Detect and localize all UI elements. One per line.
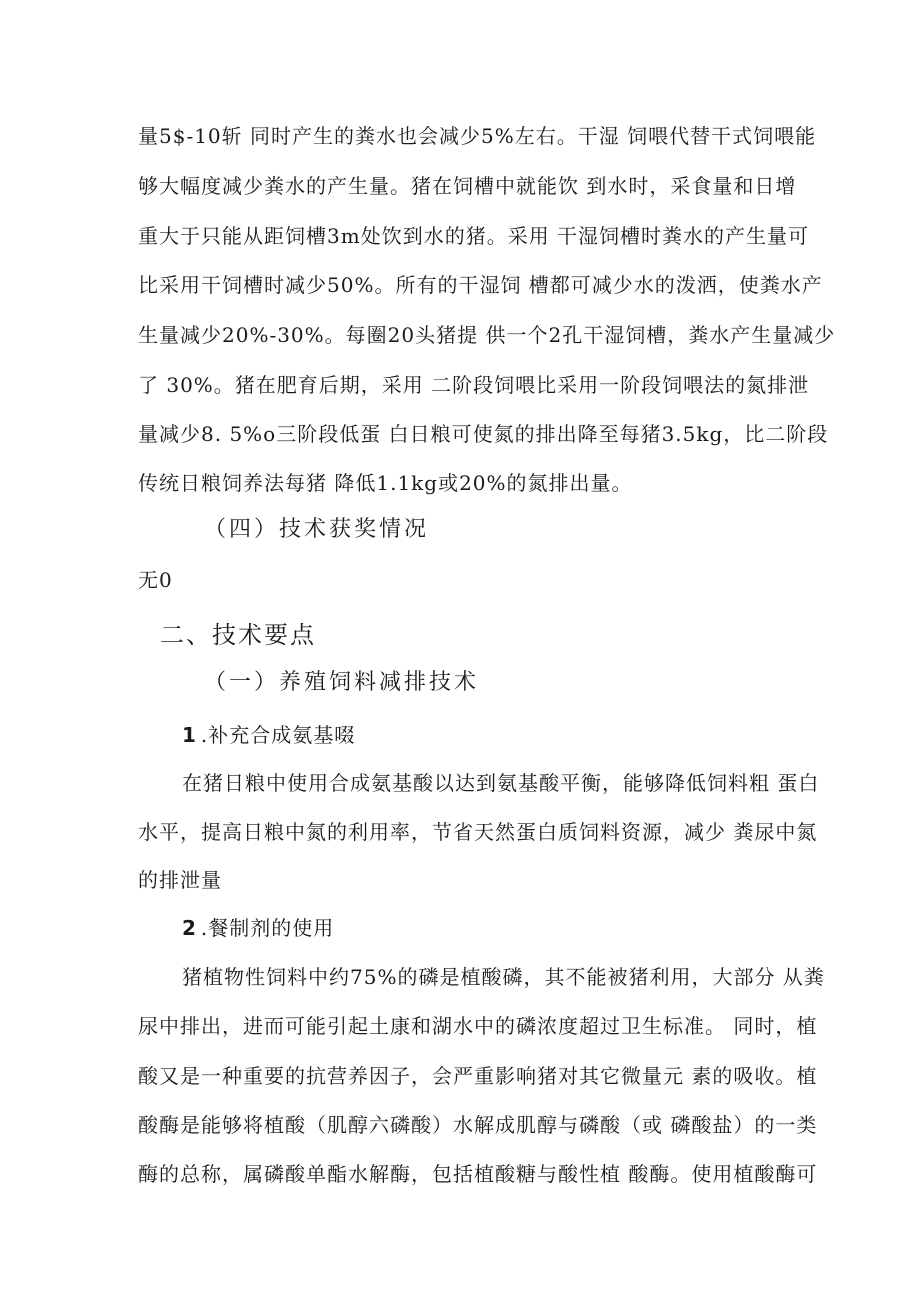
paragraph-line: 传统日粮饲养法每猪 降低1.1kg或20%的氮排出量。 — [138, 471, 633, 495]
item-2-heading — [182, 914, 334, 942]
paragraph-line: 比采用干饲槽时减少50%。所有的干湿饲 槽都可减少水的泼洒，使粪水产 — [138, 273, 823, 297]
item-2-line: 酸酶是能够将植酸（肌醇六磷酸）水解成肌醇与磷酸（或 磷酸盐）的一类 — [138, 1113, 818, 1137]
item-2-line: 酸又是一种重要的抗营养因子，会严重影响猪对其它微量元 素的吸收。植 — [138, 1064, 818, 1088]
item-2-number: 2 — [182, 916, 197, 940]
item-1-heading — [182, 721, 355, 749]
paragraph-line: 够大幅度减少粪水的产生量。猪在饲槽中就能饮 到水时，采食量和日增 — [138, 174, 797, 198]
item-2-line: 猪植物性饲料中约75%的磷是植酸磷，其不能被猪利用，大部分 从粪 — [182, 965, 825, 989]
item-1-line: 水平，提高日粮中氮的利用率，节省天然蛋白质饲料资源，减少 粪尿中氮 — [138, 820, 818, 844]
item-1-number: 1 — [182, 723, 197, 747]
paragraph-line: 了 30%。猪在肥育后期，采用 二阶段饲喂比采用一阶段饲喂法的氮排泄 — [138, 373, 810, 397]
paragraph-line: 生量减少20%-30%。每圈20头猪提 供一个2孔干湿饲槽，粪水产生量减少 — [138, 323, 836, 347]
paragraph-line: 重大于只能从距饲槽3m处饮到水的猪。采用 干湿饲槽时粪水的产生量可 — [138, 224, 810, 248]
item-1-title: .补充合成氨基啜 — [200, 723, 356, 747]
paragraph-line: 量减少8. 5%o三阶段低蛋 白日粮可使氮的排出降至每猪3.5kg，比二阶段 — [138, 422, 829, 446]
item-2-line: 酶的总称，属磷酸单酯水解酶，包括植酸糖与酸性植 酸酶。使用植酸酶可 — [138, 1162, 818, 1186]
section-two-heading: 二、技术要点 — [160, 621, 316, 649]
item-2-title: .餐制剂的使用 — [200, 916, 335, 940]
section-awards-content: 无0 — [138, 568, 173, 592]
section-awards-heading: （四）技术获奖情况 — [204, 517, 430, 542]
section-two-subheading: （一）养殖饲料减排技术 — [204, 670, 480, 695]
paragraph-line: 量5$-10斩 同时产生的粪水也会减少5%左右。干湿 饲喂代替干式饲喂能 — [138, 124, 817, 148]
item-2-line: 尿中排出，进而可能引起土康和湖水中的磷浓度超过卫生标准。 同时，植 — [138, 1014, 818, 1038]
item-1-line: 的排泄量 — [138, 868, 222, 892]
item-1-line: 在猪日粮中使用合成氨基酸以达到氨基酸平衡，能够降低饲料粗 蛋白 — [182, 771, 820, 795]
